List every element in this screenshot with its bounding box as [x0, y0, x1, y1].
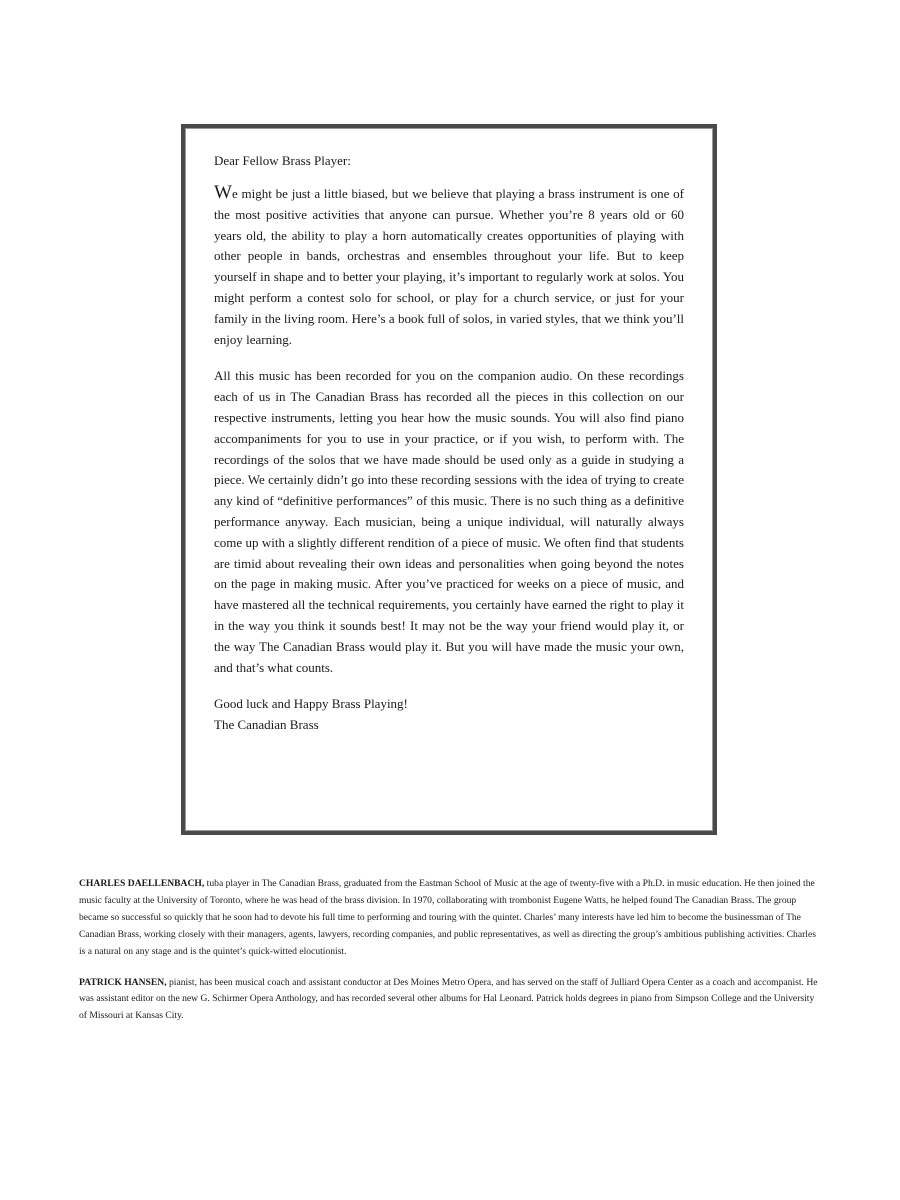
- letter-paragraph-1: We might be just a little biased, but we believe that playing a brass instrument is one of the most positive activities that anyone can pursue. Whether you’re 8 years old or 60 years old, the ability to play a horn automatically creates opportunities of playing with other people in bands, orchestras and ensembles throughout your life. But to keep yourself in shape and to better your playing, it’s important to regularly work at solos. You might perform a contest solo for school, or play for a church service, or just for your family in the living room. Here’s a book full of solos, in varied styles, that we think you’ll enjoy learning.: [214, 182, 684, 347]
- letter-box: [181, 124, 717, 835]
- letter-greeting: Dear Fellow Brass Player:: [214, 153, 351, 168]
- bio-patrick-hansen: [79, 975, 819, 1026]
- bio-charles-daellenbach: [79, 876, 819, 961]
- bios-section: [79, 876, 819, 1039]
- bio-name: CHARLES DAELLENBACH,: [79, 878, 205, 889]
- bio-name: PATRICK HANSEN,: [79, 976, 167, 988]
- bio-text: pianist, has been musical coach and assistant conductor at Des Moines Metro Opera, and has served on the staff of Julliard Opera Center as a coach and accompanist. He was assistant editor on the new G. Schirmer Opera Anthology, and has recorded several other albums for Hal Leonard. Patrick holds degrees in piano from Simpson College and the University of Missouri at Kansas City.: [79, 976, 818, 1022]
- letter-closing: [214, 694, 684, 736]
- letter-signature: The Canadian Brass: [214, 717, 319, 733]
- letter-closing-line-1: Good luck and Happy Brass Playing!: [214, 696, 408, 712]
- letter-paragraph-2: All this music has been recorded for you on the companion audio. On these recordings each of us in The Canadian Brass has recorded all the pieces in this collection on our respective instruments, letting you hear how the music sounds. You will also find piano accompaniments for you to use in your practice, or if you wish, to perform with. The recordings of the solos that we have made should be used only as a guide in studying a piece. We certainly didn’t go into these recording sessions with the idea of trying to create any kind of “definitive performances” of this music. There is no such thing as a definitive performance anyway. Each musician, being a unique individual, will naturally always come up with a slightly different rendition of a piece of music. We often find that students are timid about revealing their own ideas and personalities when going beyond the notes on the page in making music. After you’ve practiced for weeks on a piece of music, and have mastered all the technical requirements, you certainly have earned the right to play it in the way you think it sounds best! It may not be the way your friend would play it, or the way The Canadian Brass would play it. But you will have made the music your own, and that’s what counts.: [214, 368, 684, 675]
- bio-text: tuba player in The Canadian Brass, graduated from the Eastman School of Music at the age of twenty-five with a Ph.D. in music education. He then joined the music faculty at the University of Toronto, where he was head of the brass division. In 1970, collaborating with trombonist Eugene Watts, he helped found The Canadian Brass. The group became so successful so quickly that he soon had to devote his full time to performing and touring with the quintet. Charles’ many interests have led him to become the businessman of The Canadian Brass, working closely with their managers, agents, lawyers, recording companies, and public representatives, as well as directing the group’s ambitious publishing activities. Charles is a natural on any stage and is the quintet’s quick-witted elocutionist.: [79, 878, 816, 957]
